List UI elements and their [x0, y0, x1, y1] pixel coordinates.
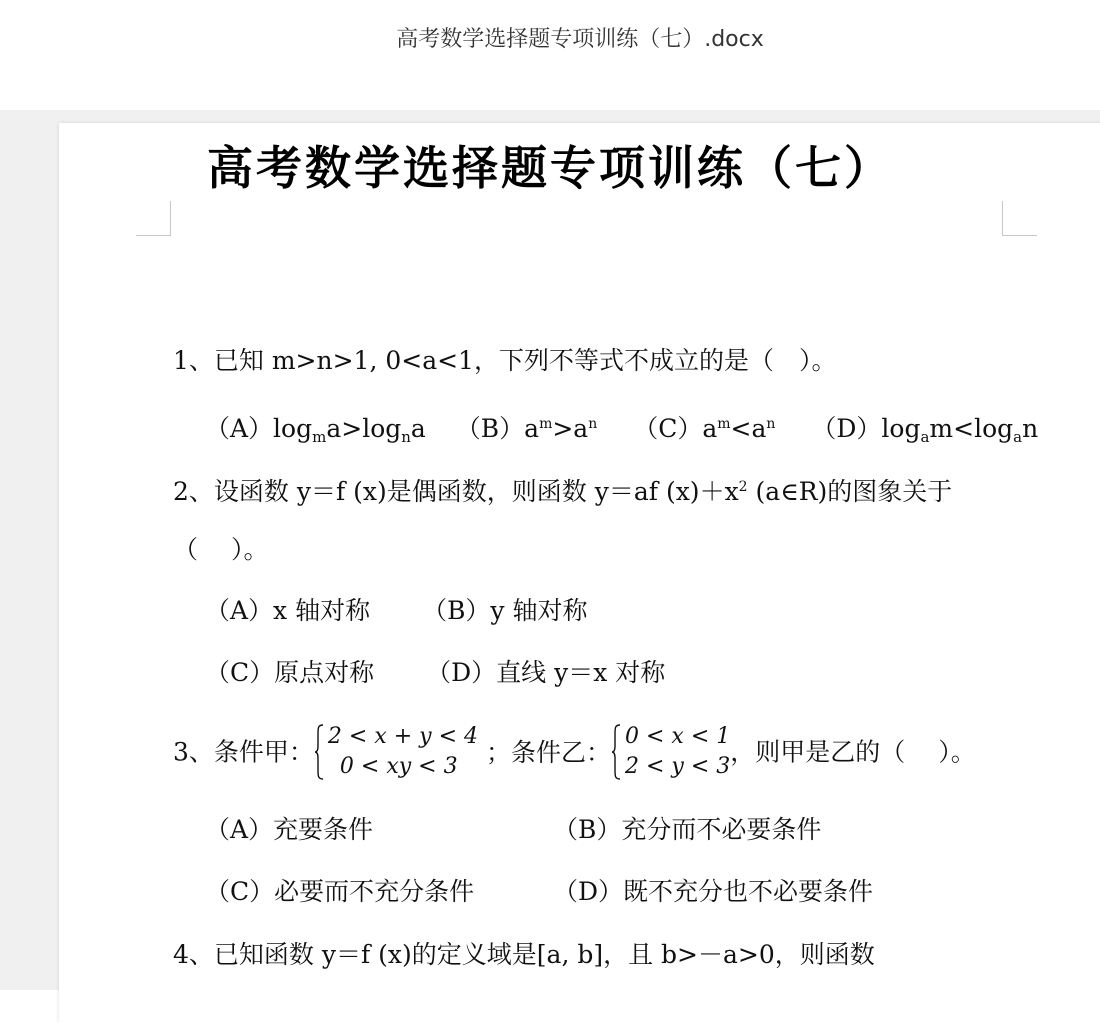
margin-corner-top-right: [1002, 201, 1037, 236]
left-brace-icon: [611, 724, 621, 780]
condition-b-system: 0 < x < 1 2 < y < 3: [611, 722, 730, 784]
option-2d: （D）直线 y＝x 对称: [426, 658, 666, 687]
title-bar: [0, 0, 1100, 110]
question-2-stem-continued: （ ）。: [173, 535, 269, 564]
option-1d: $(D)\log_am<\log_an$: [811, 414, 1039, 446]
question-2-options-row-1: [205, 596, 588, 626]
question-1-stem: 1、已知 m>n>1, 0<a<1，下列不等式不成立的是（ ）。: [173, 346, 837, 375]
question-4-stem: 4、已知函数 y＝f (x)的定义域是[a, b]，且 b>－a>0，则函数: [173, 940, 875, 969]
option-1a: $(A)\log_ma>\log_na$: [205, 414, 426, 446]
question-1-options: [205, 409, 1038, 452]
question-3-options-row-1: [205, 815, 373, 845]
option-1b: $(B)a^m>a^n$: [455, 414, 598, 443]
option-3a: （A）充要条件: [205, 815, 374, 844]
option-1c: $(C)a^m<a^n$: [633, 414, 776, 443]
option-2c: （C）原点对称: [205, 658, 375, 687]
option-2a: （A）x 轴对称: [205, 596, 371, 625]
condition-a-system: 2 < x + y < 4 0 < xy < 3: [314, 722, 478, 784]
left-brace-icon: [314, 724, 324, 780]
option-3b: （B）充分而不必要条件: [553, 815, 822, 844]
option-3d: （D）既不充分也不必要条件: [553, 877, 874, 906]
document-heading: 高考数学选择题专项训练（七）: [207, 141, 893, 195]
option-2b: （B）y 轴对称: [422, 596, 588, 625]
margin-corner-top-left: [136, 201, 171, 236]
question-2-options-row-2: [205, 658, 665, 688]
question-2-stem: 2、设函数 y＝f (x)是偶函数，则函数 y＝af $(x)+x^2$ (a∈R)的图象关于: [173, 477, 953, 506]
option-3c: （C）必要而不充分条件: [205, 877, 475, 906]
question-3-stem: 3、条件甲： 2 < x + y < 4 0 < xy < 3 ；条件乙： 0 < x < 1 2 < y < 3 ，则甲是乙的（ ）。: [173, 720, 976, 784]
question-3-options-row-2: [205, 877, 474, 907]
document-filename: 高考数学选择题专项训练（七）.docx: [396, 27, 764, 52]
